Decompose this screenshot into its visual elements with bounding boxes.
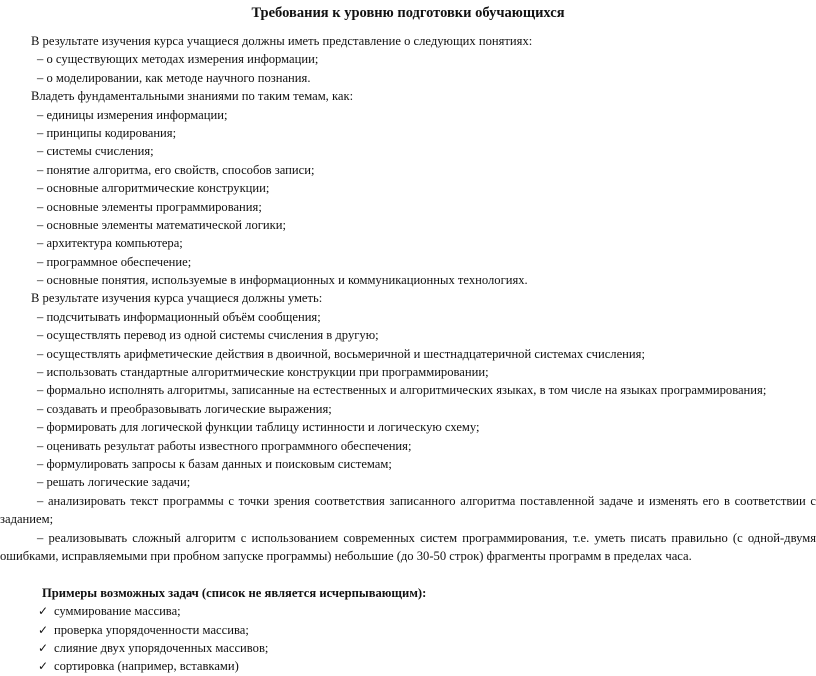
list-item: – основные элементы математической логики; xyxy=(37,217,286,232)
intro-line: В результате изучения курса учащиеся должны иметь представление о следующих понятиях: xyxy=(31,34,533,48)
knowledge-heading: Владеть фундаментальными знаниями по таким темам, как: xyxy=(31,89,354,104)
check-icon: ✓ xyxy=(38,622,49,637)
example-item xyxy=(0,657,816,675)
list-item: – оценивать результат работы известного программного обеспечения; xyxy=(37,438,412,453)
example-text: суммирование массива; xyxy=(54,604,181,619)
list-item: – основные алгоритмические конструкции; xyxy=(37,181,270,196)
list-item: – принципы кодирования; xyxy=(37,125,177,140)
check-icon: ✓ xyxy=(38,640,49,655)
list-item: – архитектура компьютера; xyxy=(37,236,183,251)
example-item xyxy=(0,621,816,639)
list-item: – осуществлять перевод из одной системы счисления в другую; xyxy=(37,328,379,343)
list-item: – основные понятия, используемые в информационных и коммуникационных технологиях. xyxy=(37,273,528,288)
list-item: – понятие алгоритма, его свойств, способов записи; xyxy=(37,162,315,177)
list-item: – подсчитывать информационный объём сообщения; xyxy=(37,309,321,324)
list-item: – программное обеспечение; xyxy=(37,254,192,269)
list-item: – формировать для логической функции таблицу истинности и логическую схему; xyxy=(37,420,480,435)
examples-heading: Примеры возможных задач (список не является исчерпывающим): xyxy=(42,585,427,600)
list-item-paragraph: – анализировать текст программы с точки зрения соответствия записанного алгоритма поставленной задаче и изменять его в соответствии с заданием; xyxy=(0,493,816,527)
example-item xyxy=(0,602,816,620)
check-icon: ✓ xyxy=(38,659,49,674)
list-item: – основные элементы программирования; xyxy=(37,199,262,214)
skills-heading: В результате изучения курса учащиеся должны уметь: xyxy=(31,291,323,306)
page-title: Требования к уровню подготовки обучающихся xyxy=(251,5,565,21)
spacer xyxy=(0,565,816,583)
list-item: – решать логические задачи; xyxy=(37,475,191,490)
list-item: – системы счисления; xyxy=(37,144,154,159)
example-text: слияние двух упорядоченных массивов; xyxy=(54,640,269,655)
list-item: – о существующих методах измерения информации; xyxy=(37,52,319,67)
check-icon: ✓ xyxy=(38,604,49,619)
list-item: – использовать стандартные алгоритмические конструкции при программировании; xyxy=(37,365,489,380)
document-body xyxy=(0,32,816,676)
list-item-paragraph: – реализовывать сложный алгоритм с использованием современных систем программирования, т.е. уметь писать правильно (с одной-двумя ошибками, исправляемыми при пробном запуске программы) небольшие (до 30-50 строк) фрагменты программ в пределах часа. xyxy=(0,530,816,563)
example-item xyxy=(0,639,816,657)
list-item: – формально исполнять алгоритмы, записанные на естественных и алгоритмических языках, в том числе на языках программирования; xyxy=(37,383,767,398)
list-item: – формулировать запросы к базам данных и поисковым системам; xyxy=(37,456,392,471)
list-item: – создавать и преобразовывать логические выражения; xyxy=(37,401,332,416)
example-text: проверка упорядоченности массива; xyxy=(54,622,249,637)
list-item: – о моделировании, как методе научного познания. xyxy=(37,70,311,85)
example-text: сортировка (например, вставками) xyxy=(54,659,239,674)
list-item: – осуществлять арифметические действия в двоичной, восьмеричной и шестнадцатеричной системах счисления; xyxy=(37,346,645,361)
list-item: – единицы измерения информации; xyxy=(37,107,228,122)
